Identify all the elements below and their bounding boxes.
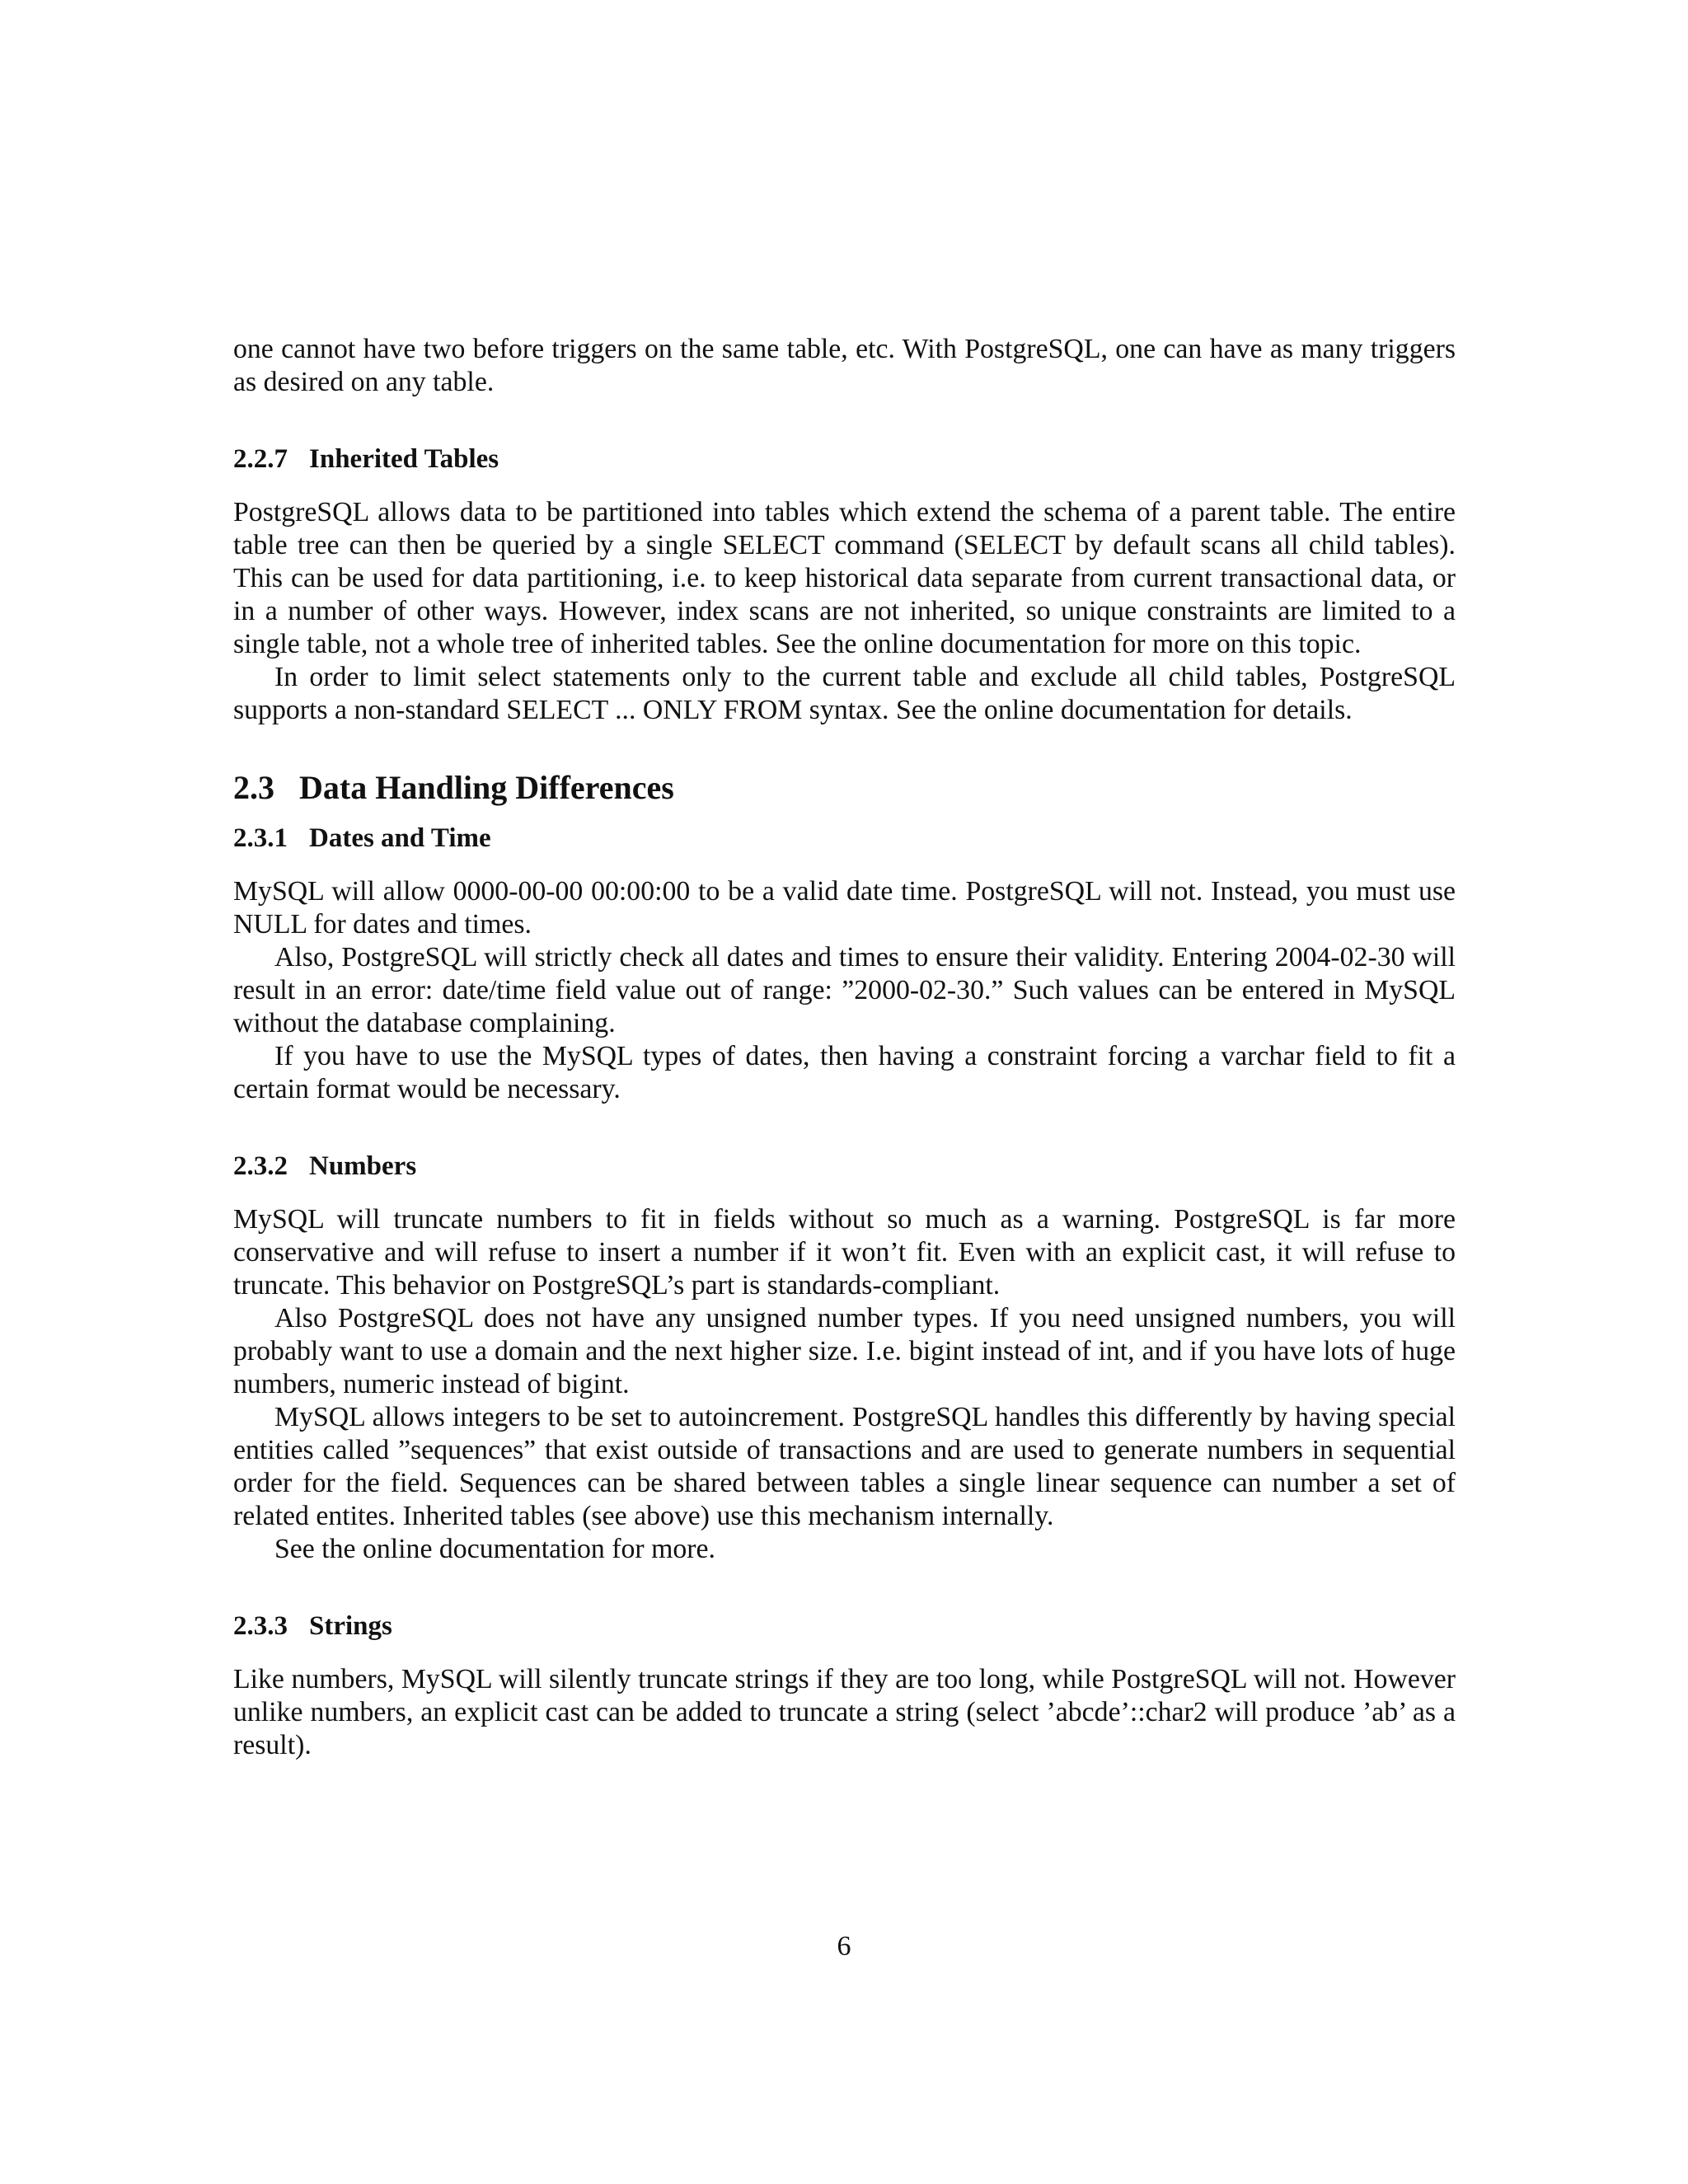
heading-2-3-2	[233, 1150, 1456, 1183]
paragraph: PostgreSQL allows data to be partitioned into tables which extend the schema of a parent table. The entire table tree can then be queried by a single SELECT command (SELECT by default scans all child tables). This can be used for data partitioning, i.e. to keep historical data separate from current transactional data, or in a number of other ways. However, index scans are not inherited, so unique constraints are limited to a single table, not a whole tree of inherited tables. See the online documentation for more on this topic.	[233, 497, 1456, 659]
page-number: 6	[837, 1931, 851, 1961]
heading-number: 2.3.3	[233, 1611, 288, 1641]
heading-title: Dates and Time	[309, 823, 491, 853]
heading-2-3-1	[233, 822, 1456, 855]
page-body	[233, 333, 1456, 1762]
heading-2-3-3	[233, 1610, 1456, 1643]
heading-title: Strings	[309, 1611, 392, 1641]
paragraph: If you have to use the MySQL types of dates, then having a constraint forcing a varchar field to fit a certain format would be necessary.	[233, 1041, 1456, 1104]
heading-number: 2.3.1	[233, 823, 288, 853]
intro-paragraph: one cannot have two before triggers on the same table, etc. With PostgreSQL, one can have as many triggers as desired on any table.	[233, 334, 1456, 397]
paragraph: MySQL will allow 0000-00-00 00:00:00 to be a valid date time. PostgreSQL will not. Instead, you must use NULL for dates and times.	[233, 876, 1456, 940]
heading-number: 2.3	[233, 769, 274, 806]
heading-2-3	[233, 769, 1456, 807]
paragraph: In order to limit select statements only to the current table and exclude all child tables, PostgreSQL supports a non-standard SELECT ... ONLY FROM syntax. See the online documentation for details.	[233, 662, 1456, 725]
paragraph: Also PostgreSQL does not have any unsigned number types. If you need unsigned numbers, you will probably want to use a domain and the next higher size. I.e. bigint instead of int, and if you have lots of huge numbers, numeric instead of bigint.	[233, 1303, 1456, 1399]
paragraph: See the online documentation for more.	[274, 1534, 715, 1564]
paragraph: MySQL will truncate numbers to fit in fields without so much as a warning. PostgreSQL is far more conservative and will refuse to insert a number if it won’t fit. Even with an explicit cast, it will refuse to truncate. This behavior on PostgreSQL’s part is standards-compliant.	[233, 1204, 1456, 1301]
heading-title: Inherited Tables	[309, 444, 499, 474]
paragraph: Like numbers, MySQL will silently truncate strings if they are too long, while PostgreSQL will not. However unlike numbers, an explicit cast can be added to truncate a string (select ’abcde’::char2 will produce ’ab’ as a result).	[233, 1664, 1456, 1760]
heading-title: Data Handling Differences	[299, 769, 674, 806]
paragraph: Also, PostgreSQL will strictly check all dates and times to ensure their validity. Entering 2004-02-30 will result in an error: date/time field value out of range: ”2000-02-30.” Such values can be entered in MySQL without the database complaining.	[233, 942, 1456, 1038]
heading-2-2-7	[233, 443, 1456, 476]
heading-number: 2.3.2	[233, 1151, 288, 1181]
heading-title: Numbers	[309, 1151, 417, 1181]
paragraph: MySQL allows integers to be set to autoincrement. PostgreSQL handles this differently by having special entities called ”sequences” that exist outside of transactions and are used to generate numbers in sequential order for the field. Sequences can be shared between tables a single linear sequence can number a set of related entites. Inherited tables (see above) use this mechanism internally.	[233, 1402, 1456, 1531]
heading-number: 2.2.7	[233, 444, 288, 474]
